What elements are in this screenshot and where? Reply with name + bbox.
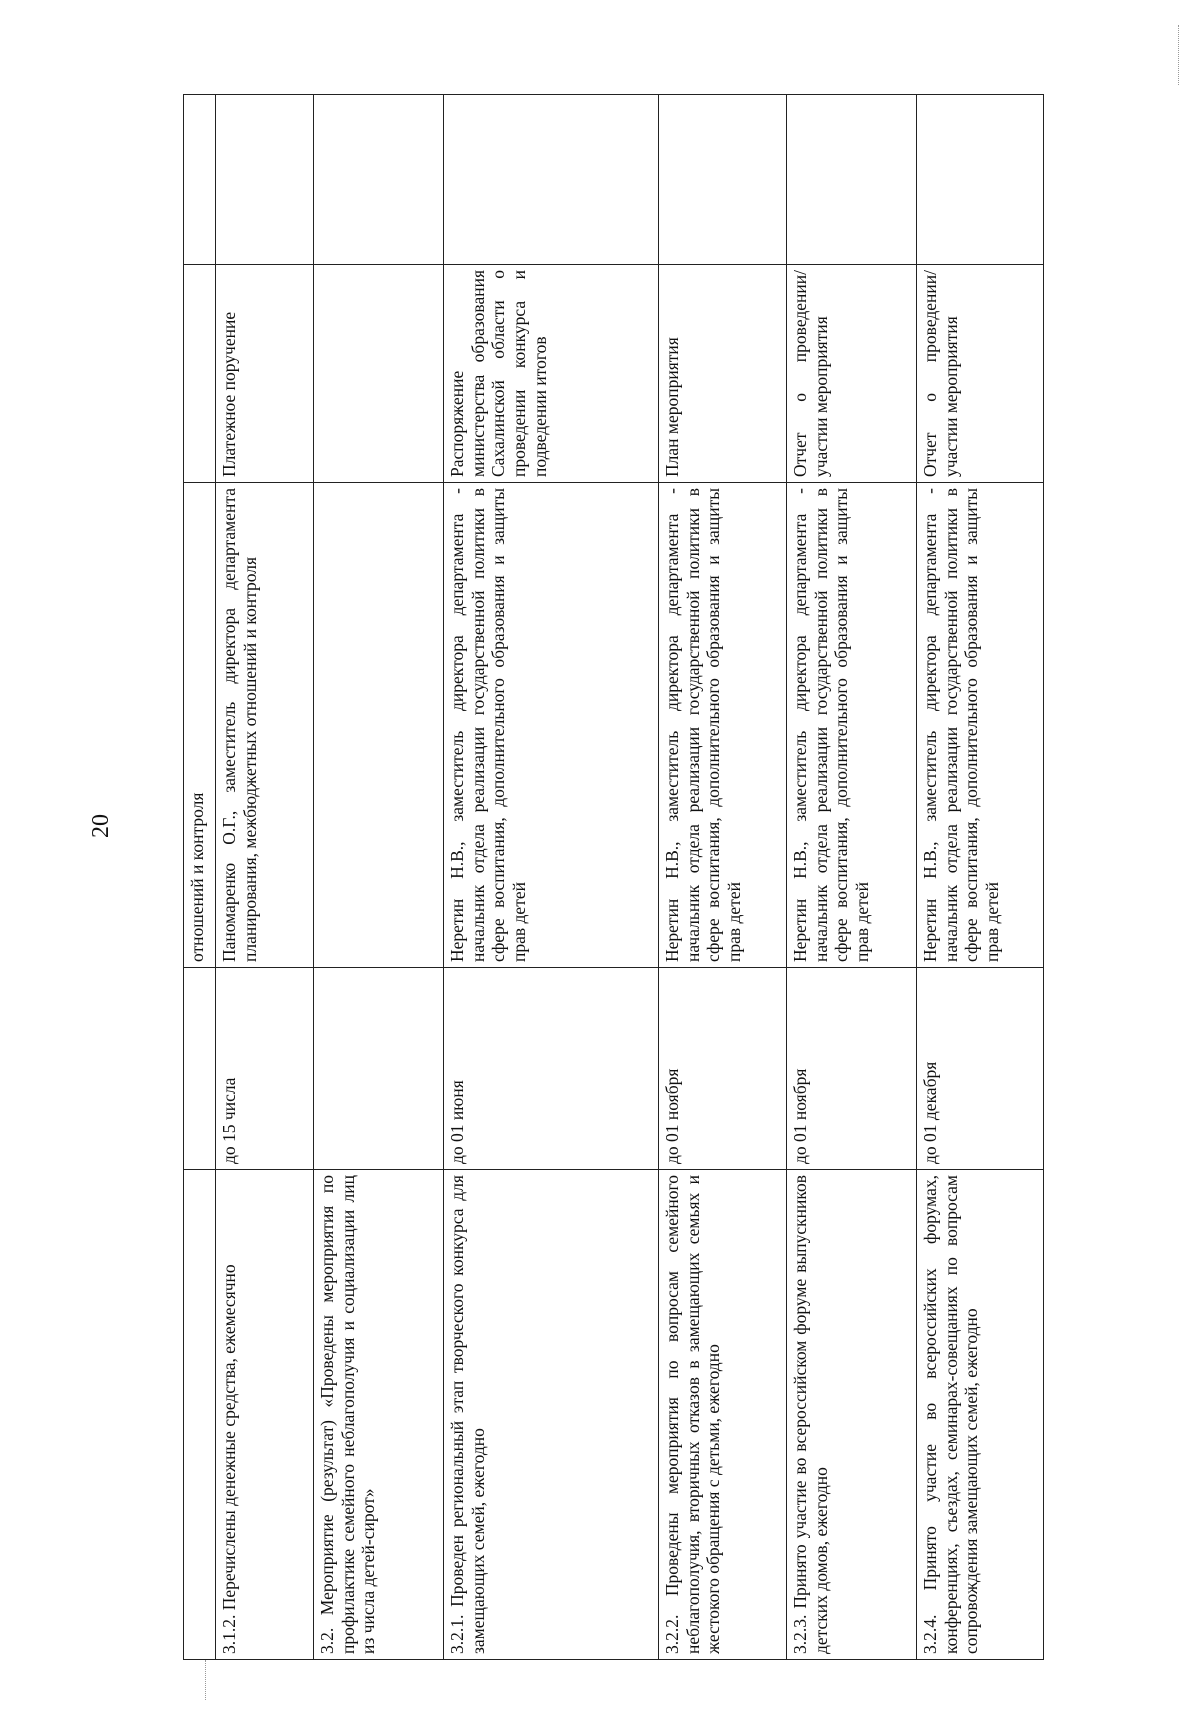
table-cell	[917, 95, 1044, 265]
table-cell	[216, 95, 314, 265]
deadline-cell: до 01 ноября	[659, 968, 787, 1170]
result-cell: Платежное поручение	[216, 265, 314, 483]
deadline-cell: до 15 числа	[216, 968, 314, 1170]
table-cell	[314, 95, 444, 265]
event-name-cell: 3.2.4. Принято участие во всероссийских форумах, конференциях, съездах, семинарах-совещаниях по вопросам сопровождения замещающих семей, ежегодно	[917, 1170, 1044, 1660]
table-row	[917, 95, 1044, 1660]
event-name-cell: 3.1.2. Перечислены денежные средства, ежемесячно	[216, 1170, 314, 1660]
result-cell: Отчет о проведении/участии мероприятия	[787, 265, 917, 483]
responsible-cell: Неретин Н.В., заместитель директора департамента - начальник отдела реализации государственной политики в сфере воспитания, дополнительного образования и защиты прав детей	[659, 483, 787, 968]
plan-table	[183, 94, 1044, 1660]
table-row	[184, 95, 216, 1660]
table-cell	[184, 1170, 216, 1660]
table-row	[216, 95, 314, 1660]
responsible-cell: Паномаренко О.Г., заместитель директора департамента планирования, межбюджетных отношений и контроля	[216, 483, 314, 968]
table-cell	[184, 968, 216, 1170]
responsible-cell: Неретин Н.В., заместитель директора департамента - начальник отдела реализации государственной политики в сфере воспитания, дополнительного образования и защиты прав детей	[787, 483, 917, 968]
result-cell: Распоряжение министерства образования Сахалинской области о проведении конкурса и подведении итогов	[444, 265, 659, 483]
table-row	[787, 95, 917, 1660]
scan-mark	[1178, 25, 1179, 85]
table-row	[659, 95, 787, 1660]
table-cell	[184, 95, 216, 265]
table-row	[444, 95, 659, 1660]
event-name-cell: 3.2.2. Проведены мероприятия по вопросам семейного неблагополучия, вторичных отказов в замещающих семьях и жестокого обращения с детьми, ежегодно	[659, 1170, 787, 1660]
event-name-cell: 3.2. Мероприятие (результат) «Проведены мероприятия по профилактике семейного неблагополучия и социализации лиц из числа детей-сирот»	[314, 1170, 444, 1660]
responsible-cell	[314, 483, 444, 968]
responsible-cell: Неретин Н.В., заместитель директора департамента - начальник отдела реализации государственной политики в сфере воспитания, дополнительного образования и защиты прав детей	[444, 483, 659, 968]
responsible-cell: Неретин Н.В., заместитель директора департамента - начальник отдела реализации государственной политики в сфере воспитания, дополнительного образования и защиты прав детей	[917, 483, 1044, 968]
deadline-cell: до 01 ноября	[787, 968, 917, 1170]
event-name-cell: 3.2.1. Проведен региональный этап творческого конкурса для замещающих семей, ежегодно	[444, 1170, 659, 1660]
result-cell	[314, 265, 444, 483]
scan-mark	[205, 1660, 206, 1700]
table-row	[314, 95, 444, 1660]
deadline-cell: до 01 июня	[444, 968, 659, 1170]
table-cell: отношений и контроля	[184, 483, 216, 968]
page-number: 20	[88, 814, 114, 838]
result-cell: Отчет о проведении/участии мероприятия	[917, 265, 1044, 483]
result-cell: План мероприятия	[659, 265, 787, 483]
deadline-cell	[314, 968, 444, 1170]
table-cell	[184, 265, 216, 483]
table-cell	[787, 95, 917, 265]
event-name-cell: 3.2.3. Принято участие во всероссийском форуме выпускников детских домов, ежегодно	[787, 1170, 917, 1660]
rotated-table-wrapper	[183, 95, 1043, 1660]
deadline-cell: до 01 декабря	[917, 968, 1044, 1170]
table-cell	[444, 95, 659, 265]
table-cell	[659, 95, 787, 265]
